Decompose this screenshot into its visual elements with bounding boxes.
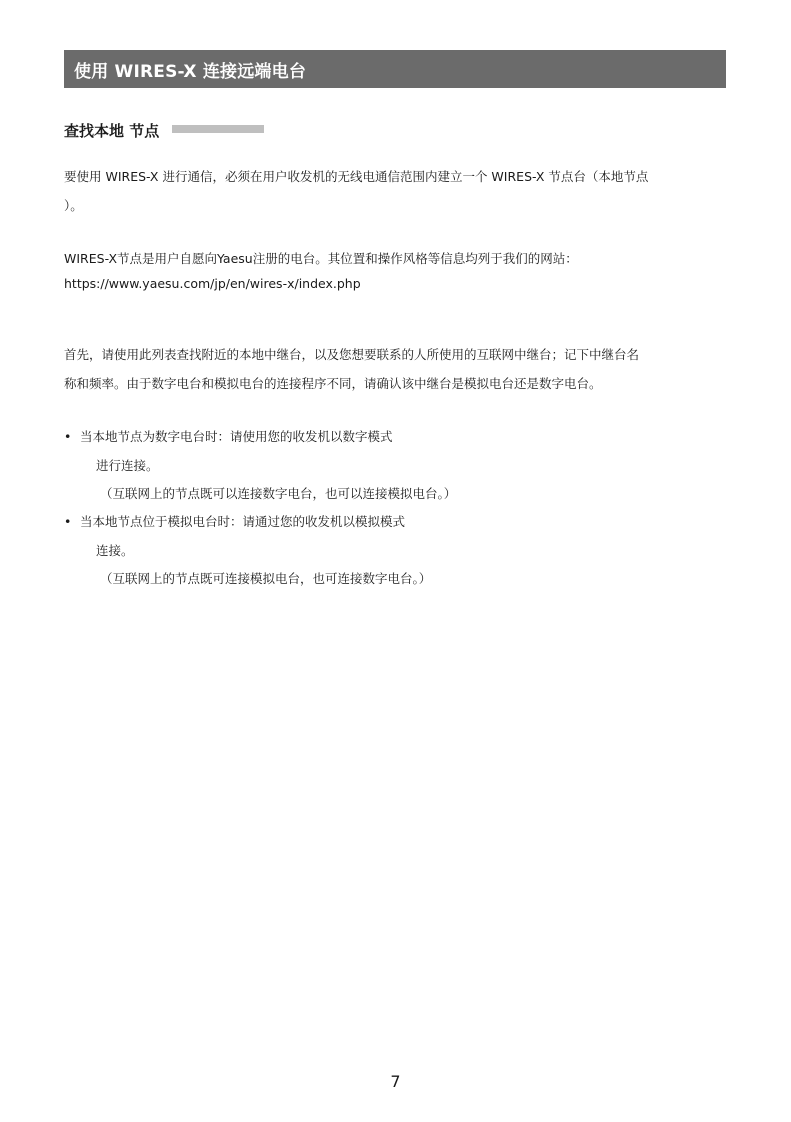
bullet-note: （互联网上的节点既可连接模拟电台，也可连接数字电台。） [100, 571, 432, 586]
bullet-continuation: 连接。 [96, 543, 134, 558]
page-title: 使用 WIRES-X 连接远端电台 [74, 61, 307, 82]
bullet-marker: • [64, 429, 72, 444]
paragraph-line: ）。 [64, 198, 83, 213]
bullet-text: 当本地节点位于模拟电台时：请通过您的收发机以模拟模式 [80, 514, 406, 529]
title-bar [64, 50, 726, 88]
page-number: 7 [390, 1072, 401, 1091]
heading-accent-bar [172, 125, 264, 133]
website-url: https://www.yaesu.com/jp/en/wires-x/index.php [64, 276, 361, 291]
paragraph-line: 称和频率。由于数字电台和模拟电台的连接程序不同，请确认该中继台是模拟电台还是数字电台。 [64, 376, 602, 391]
paragraph-line: 首先，请使用此列表查找附近的本地中继台，以及您想要联系的人所使用的互联网中继台；记下中继台名 [64, 347, 640, 362]
paragraph-line: 要使用 WIRES-X 进行通信，必须在用户收发机的无线电通信范围内建立一个 WIRES-X 节点台（本地节点 [64, 169, 649, 184]
paragraph-node-info [64, 246, 732, 296]
bullet-marker: • [64, 514, 72, 529]
bullet-item-analog [64, 507, 732, 592]
paragraph-instructions [64, 340, 732, 398]
section-heading [64, 120, 264, 140]
bullet-note: （互联网上的节点既可以连接数字电台，也可以连接模拟电台。） [100, 486, 457, 501]
section-heading-text: 查找本地 节点 [64, 122, 160, 140]
paragraph-line: WIRES-X节点是用户自愿向Yaesu注册的电台。其位置和操作风格等信息均列于我们的网站： [64, 251, 578, 266]
bullet-item-digital [64, 422, 732, 507]
bullet-text: 当本地节点为数字电台时：请使用您的收发机以数字模式 [80, 429, 393, 444]
paragraph-intro [64, 162, 732, 220]
bullet-continuation: 进行连接。 [96, 458, 159, 473]
